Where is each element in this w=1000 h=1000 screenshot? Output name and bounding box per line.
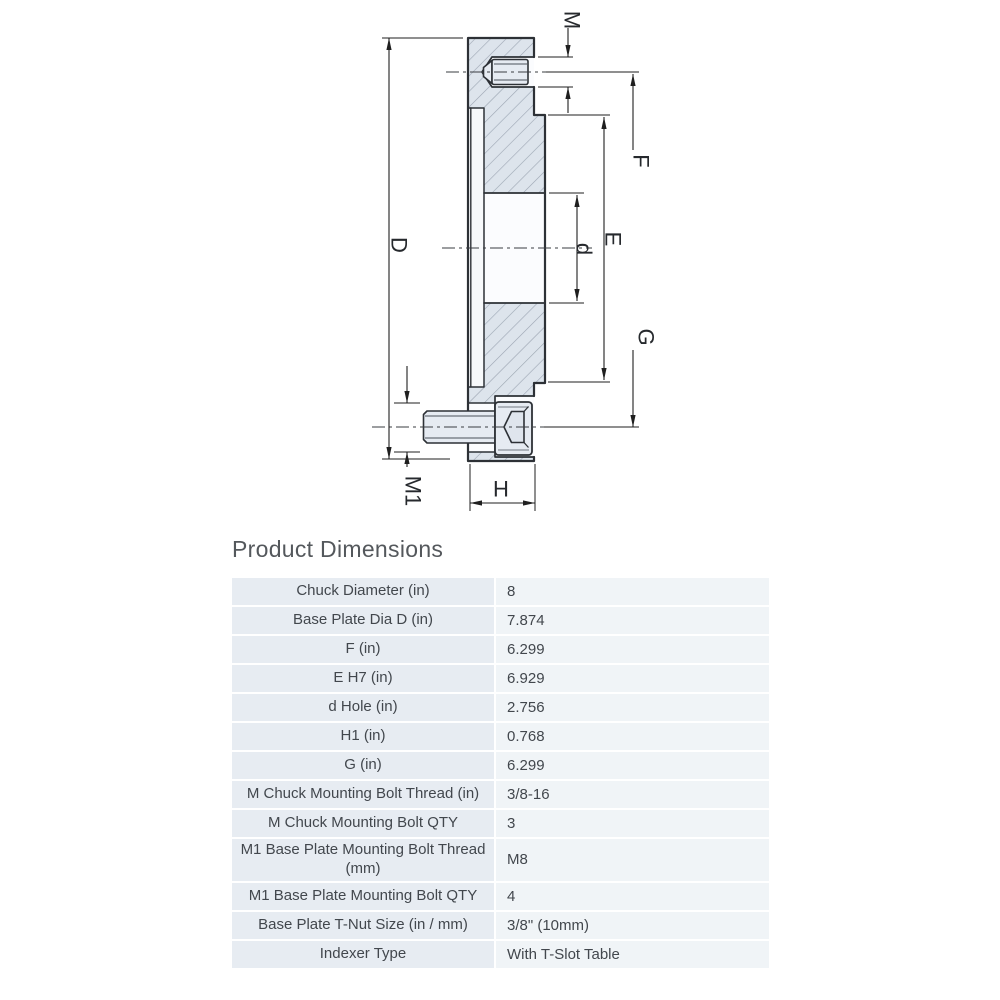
table-row — [232, 941, 769, 968]
dim-label-M: M — [559, 10, 585, 30]
spec-value: 6.299 — [496, 752, 769, 779]
table-row — [232, 694, 769, 721]
table-row — [232, 781, 769, 808]
spec-value: 3/8-16 — [496, 781, 769, 808]
product-dimensions-section — [232, 536, 769, 970]
table-row — [232, 665, 769, 692]
table-row — [232, 636, 769, 663]
table-row — [232, 839, 769, 881]
dim-label-d: d — [571, 242, 597, 256]
dim-label-D: D — [386, 237, 412, 253]
dim-label-G: G — [633, 328, 659, 346]
spec-value: 6.299 — [496, 636, 769, 663]
table-row — [232, 912, 769, 939]
spec-label: F (in) — [232, 636, 494, 663]
spec-value: 3/8" (10mm) — [496, 912, 769, 939]
spec-label: Indexer Type — [232, 941, 494, 968]
spec-value: 2.756 — [496, 694, 769, 721]
spec-label: d Hole (in) — [232, 694, 494, 721]
spec-label: M Chuck Mounting Bolt QTY — [232, 810, 494, 837]
spec-value: 3 — [496, 810, 769, 837]
spec-label: M1 Base Plate Mounting Bolt Thread (mm) — [232, 839, 494, 881]
spec-label: G (in) — [232, 752, 494, 779]
spec-value: 8 — [496, 578, 769, 605]
spec-value: With T-Slot Table — [496, 941, 769, 968]
dim-label-F: F — [628, 154, 654, 168]
dim-label-E: E — [600, 231, 626, 247]
spec-value: M8 — [496, 839, 769, 881]
spec-label: Base Plate T-Nut Size (in / mm) — [232, 912, 494, 939]
spec-value: 0.768 — [496, 723, 769, 750]
spec-value: 4 — [496, 883, 769, 910]
dim-label-M1: M1 — [400, 475, 426, 507]
section-title: Product Dimensions — [232, 536, 444, 562]
dim-label-H: H — [493, 476, 509, 502]
table-row — [232, 883, 769, 910]
spec-label: M Chuck Mounting Bolt Thread (in) — [232, 781, 494, 808]
table-row — [232, 607, 769, 634]
spec-table — [232, 578, 769, 968]
spec-label: Chuck Diameter (in) — [232, 578, 494, 605]
table-row — [232, 810, 769, 837]
spec-value: 6.929 — [496, 665, 769, 692]
spec-label: M1 Base Plate Mounting Bolt QTY — [232, 883, 494, 910]
spec-label: H1 (in) — [232, 723, 494, 750]
spec-label: E H7 (in) — [232, 665, 494, 692]
spec-value: 7.874 — [496, 607, 769, 634]
table-row — [232, 578, 769, 605]
table-row — [232, 723, 769, 750]
table-row — [232, 752, 769, 779]
spec-label: Base Plate Dia D (in) — [232, 607, 494, 634]
